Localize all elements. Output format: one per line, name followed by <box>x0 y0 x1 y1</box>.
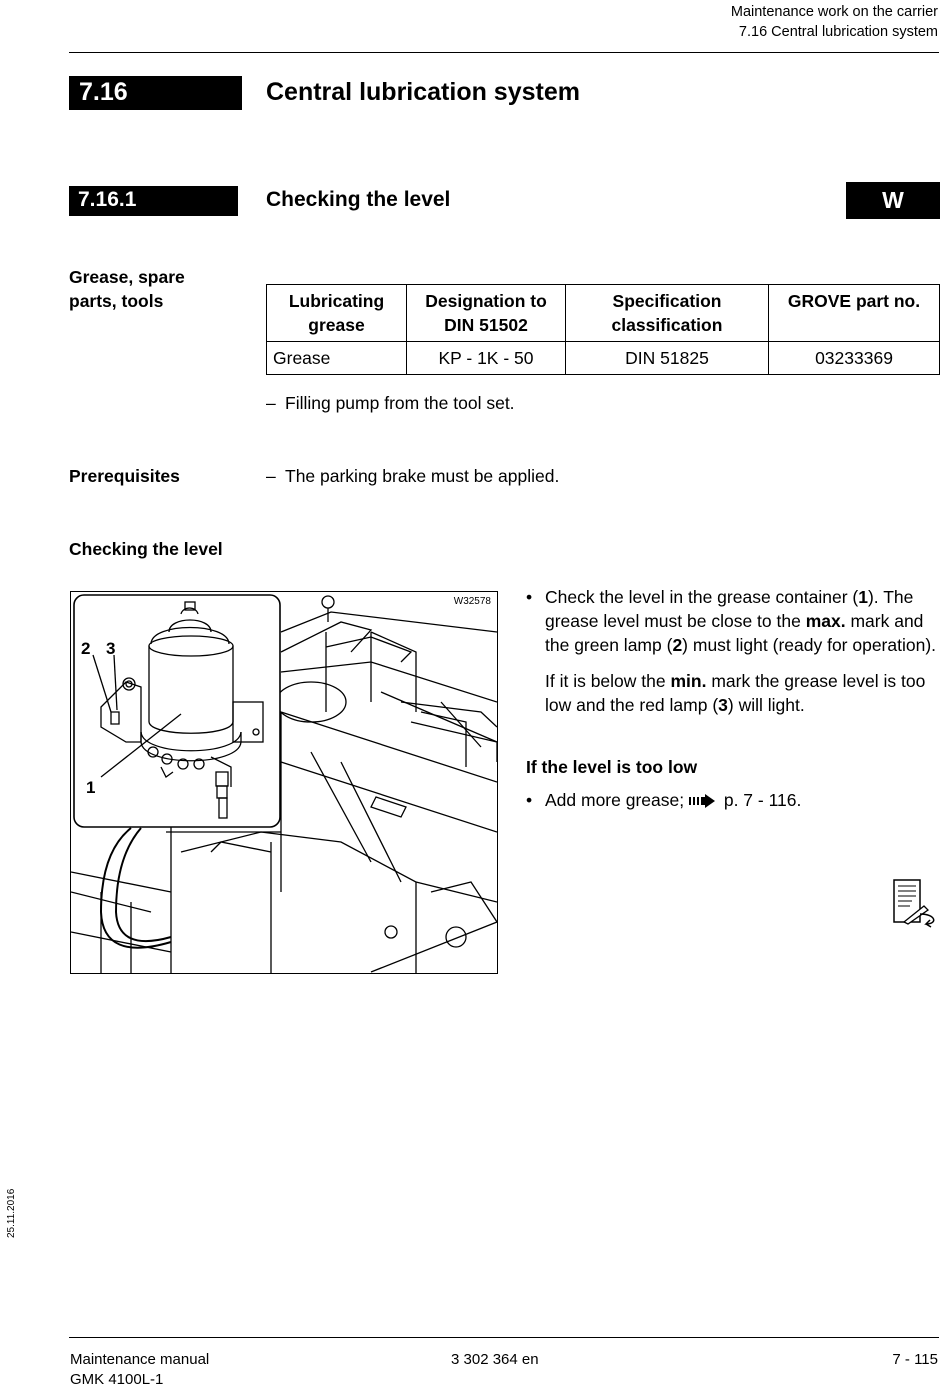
tool-note-text: Filling pump from the tool set. <box>285 393 515 413</box>
bullet-marker: • <box>526 790 533 810</box>
callout-1: 1 <box>86 778 96 797</box>
table-row <box>267 342 940 375</box>
col-header-specification: Specification classification <box>566 285 769 342</box>
prerequisite-text: The parking brake must be applied. <box>285 466 560 486</box>
prerequisite-item <box>266 464 559 488</box>
step-check-paragraph-2: If it is below the min. mark the grease level is too low and the red lamp (3) will light. <box>545 671 926 715</box>
col-header-part-no: GROVE part no. <box>769 285 940 342</box>
grease-block-label: Grease, spare parts, tools <box>69 267 185 311</box>
figure-code: W32578 <box>453 596 491 607</box>
subsection-title: Checking the level <box>266 188 451 211</box>
cell-designation: KP - 1K - 50 <box>407 342 566 375</box>
bullet-marker: • <box>526 587 533 607</box>
cell-grease: Grease <box>267 342 407 375</box>
tool-note <box>266 391 515 415</box>
section-title: Central lubrication system <box>266 78 580 106</box>
lubrication-pump-figure <box>70 591 498 974</box>
footer-model: GMK 4100L-1 <box>70 1371 164 1388</box>
dash-marker: – <box>266 466 276 486</box>
header-rule <box>69 52 939 53</box>
running-header <box>731 2 938 42</box>
grease-spec-table <box>266 284 940 375</box>
step-check-paragraph-1: Check the level in the grease container (1). The grease level must be close to the max. mark and the green lamp (2) must light (ready for operation). <box>545 587 937 655</box>
page-ref-link[interactable]: p. 7 - 116. <box>723 790 802 810</box>
work-badge: W <box>846 182 940 219</box>
subsection-number: 7.16.1 <box>69 186 238 216</box>
cell-specification: DIN 51825 <box>566 342 769 375</box>
manual-note-icon <box>890 878 938 933</box>
section-number: 7.16 <box>69 76 242 110</box>
header-chapter: Maintenance work on the carrier <box>730 4 938 20</box>
table-header-row <box>267 285 940 342</box>
figure-drawing <box>71 592 497 973</box>
low-level-heading: If the level is too low <box>526 757 698 777</box>
footer-doc-no: 3 302 364 en <box>451 1351 539 1368</box>
step-add-grease-text: Add more grease; <box>545 790 689 810</box>
col-header-designation: Designation to DIN 51502 <box>407 285 566 342</box>
footer-left <box>70 1350 209 1390</box>
prerequisites-label: Prerequisites <box>69 466 180 486</box>
step-add-grease <box>526 788 938 814</box>
checking-label: Checking the level <box>69 539 223 559</box>
footer-page: 7 - 115 <box>892 1351 938 1368</box>
step-check-level <box>526 585 938 717</box>
dash-marker: – <box>266 393 276 413</box>
col-header-lubricating-grease: Lubricating grease <box>267 285 407 342</box>
side-date: 25.11.2016 <box>6 1188 17 1238</box>
cell-part-no: 03233369 <box>769 342 940 375</box>
footer-rule <box>69 1337 939 1338</box>
header-section: 7.16 Central lubrication system <box>738 24 938 40</box>
footer-manual: Maintenance manual <box>70 1351 210 1368</box>
callout-2: 2 <box>81 639 91 658</box>
page-ref-arrow-icon <box>689 790 715 814</box>
callout-3: 3 <box>106 639 116 658</box>
